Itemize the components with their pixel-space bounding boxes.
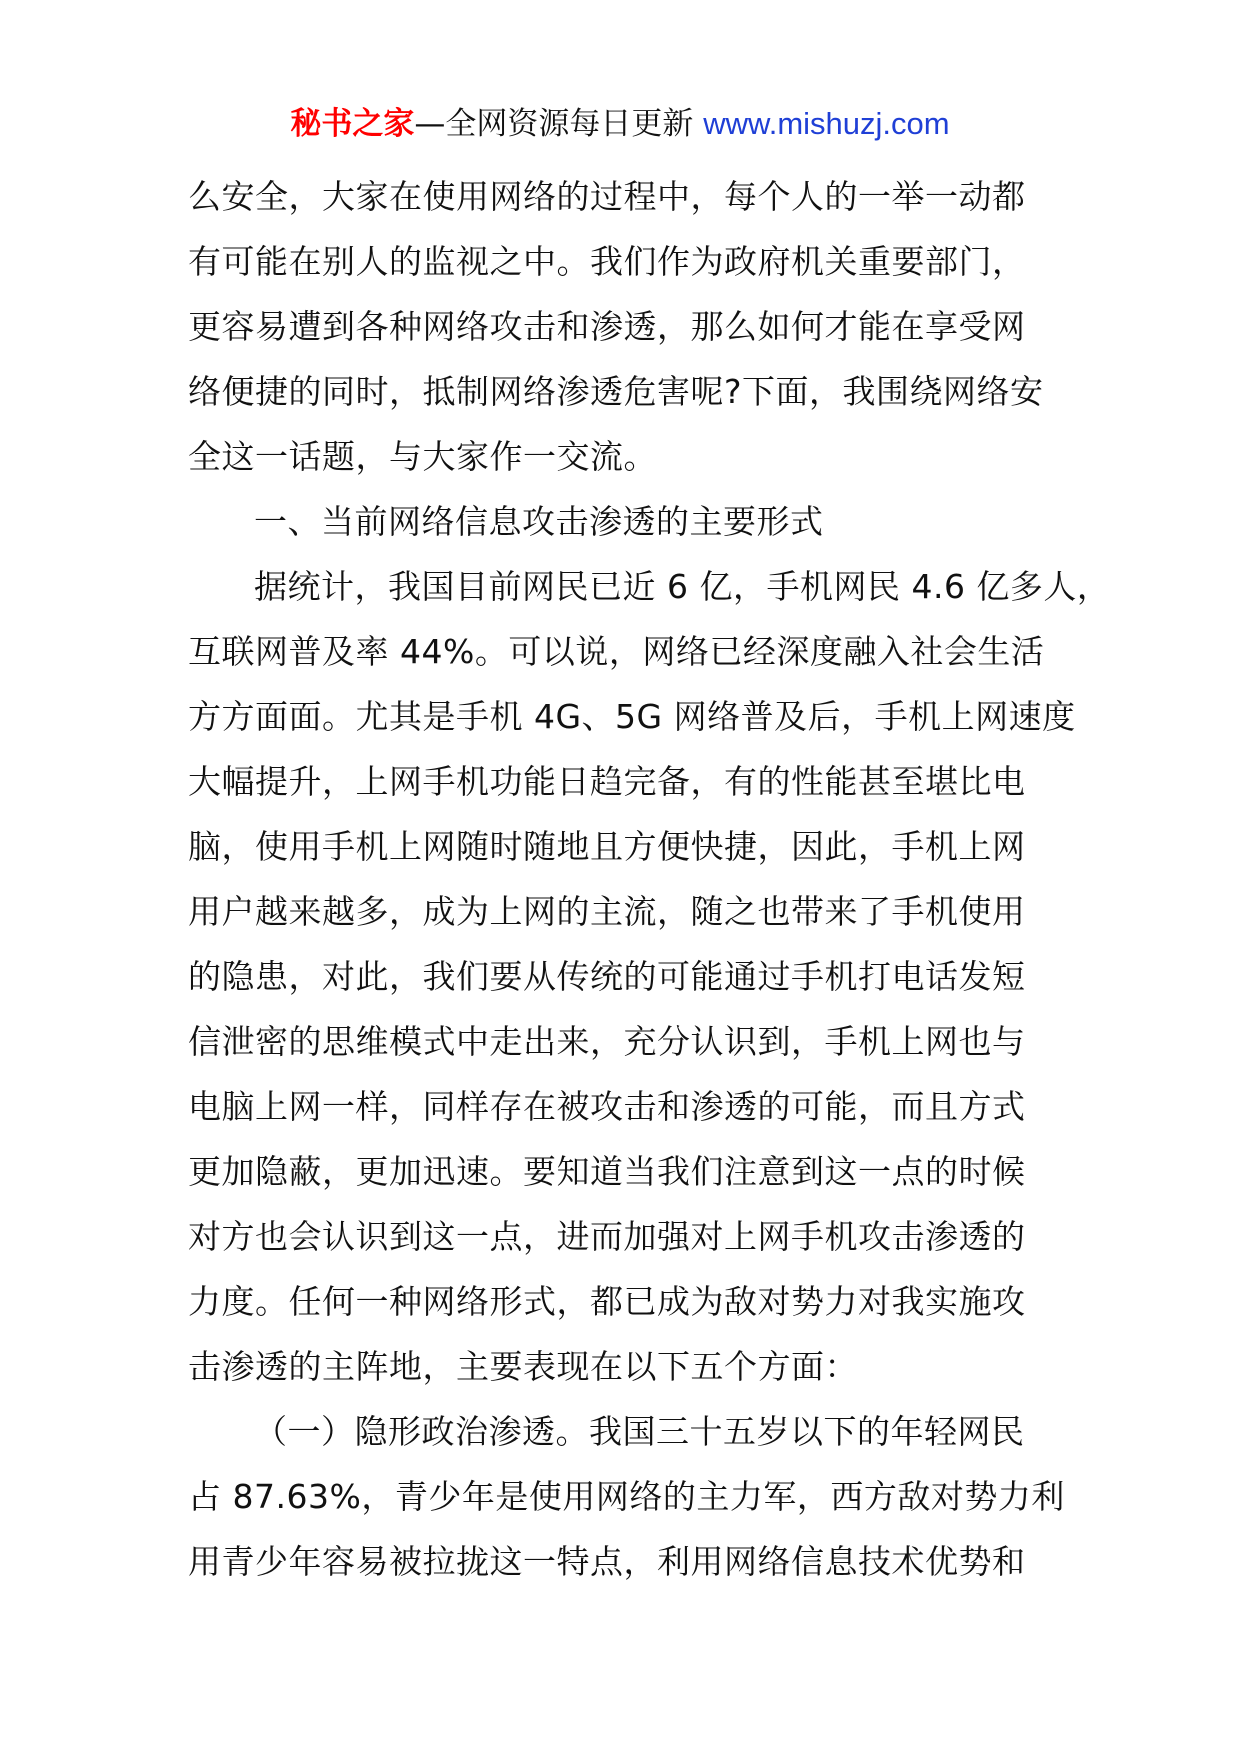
text-line: 互联网普及率 44%。可以说，网络已经深度融入社会生活 (188, 632, 1045, 671)
header-tagline: —全网资源每日更新 (414, 106, 704, 142)
text-line: 么安全，大家在使用网络的过程中，每个人的一举一动都 (188, 177, 1026, 216)
text-line: 有可能在别人的监视之中。我们作为政府机关重要部门， (188, 242, 1026, 281)
text-line: 方方面面。尤其是手机 4G、5G 网络普及后，手机上网速度 (188, 697, 1076, 736)
text-line: 用青少年容易被拉拢这一特点，利用网络信息技术优势和 (188, 1542, 1026, 1581)
text-line: 大幅提升，上网手机功能日趋完备，有的性能甚至堪比电 (188, 762, 1026, 801)
header-site-link[interactable]: www.mishuzj.com (703, 106, 950, 141)
text-line: 用户越来越多，成为上网的主流，随之也带来了手机使用 (188, 892, 1026, 931)
text-line: 对方也会认识到这一点，进而加强对上网手机攻击渗透的 (188, 1217, 1026, 1256)
page-header (0, 102, 1240, 146)
text-line: 信泄密的思维模式中走出来，充分认识到，手机上网也与 (188, 1022, 1026, 1061)
text-line: 电脑上网一样，同样存在被攻击和渗透的可能，而且方式 (188, 1087, 1026, 1126)
text-line: 占 87.63%，青少年是使用网络的主力军，西方敌对势力利 (188, 1477, 1065, 1516)
text-line: 击渗透的主阵地，主要表现在以下五个方面： (188, 1347, 858, 1386)
text-line: 的隐患，对此，我们要从传统的可能通过手机打电话发短 (188, 957, 1026, 996)
header-brand: 秘书之家 (290, 106, 415, 142)
text-line: 更加隐蔽，更加迅速。要知道当我们注意到这一点的时候 (188, 1152, 1026, 1191)
text-line: 络便捷的同时，抵制网络渗透危害呢?下面，我围绕网络安 (188, 372, 1044, 411)
section-heading: 一、当前网络信息攻击渗透的主要形式 (254, 502, 824, 541)
subsection-line: （一）隐形政治渗透。我国三十五岁以下的年轻网民 (254, 1412, 1025, 1451)
document-body (188, 164, 1111, 1594)
text-line: 据统计，我国目前网民已近 6 亿，手机网民 4.6 亿多人， (254, 567, 1111, 606)
text-line: 更容易遭到各种网络攻击和渗透，那么如何才能在享受网 (188, 307, 1026, 346)
text-line: 全这一话题，与大家作一交流。 (188, 437, 657, 476)
text-line: 力度。任何一种网络形式，都已成为敌对势力对我实施攻 (188, 1282, 1026, 1321)
text-line: 脑，使用手机上网随时随地且方便快捷，因此，手机上网 (188, 827, 1026, 866)
